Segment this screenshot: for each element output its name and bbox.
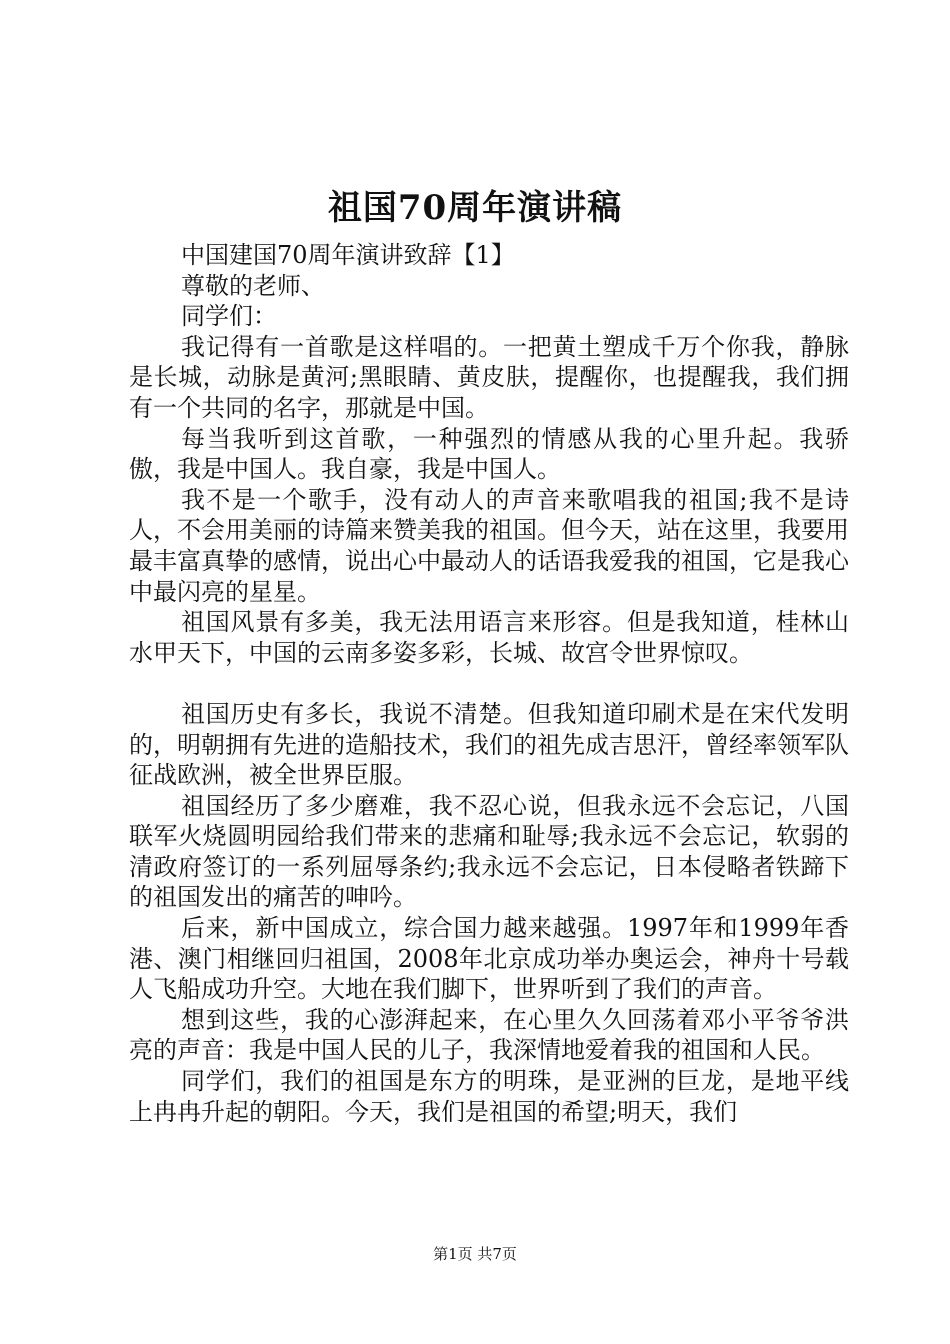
paragraph: 每当我听到这首歌，一种强烈的情感从我的心里升起。我骄傲，我是中国人。我自豪，我是中国人。 [129,424,849,484]
paragraph-salutation: 同学们： [181,302,277,331]
paragraph: 想到这些，我的心澎湃起来，在心里久久回荡着邓小平爷爷洪亮的声音：我是中国人民的儿子，我深情地爱着我的祖国和人民。 [129,1005,849,1065]
paragraph: 我不是一个歌手，没有动人的声音来歌唱我的祖国;我不是诗人，不会用美丽的诗篇来赞美我的祖国。但今天，站在这里，我要用最丰富真挚的感情，说出心中最动人的话语我爱我的祖国，它是我心中最闪亮的星星。 [129,485,849,606]
page-footer: 第1页 共7页 [433,1245,517,1263]
paragraph: 祖国经历了多少磨难，我不忍心说，但我永远不会忘记，八国联军火烧圆明园给我们带来的悲痛和耻辱;我永远不会忘记，软弱的清政府签订的一系列屈辱条约;我永远不会忘记，日本侵略者铁蹄下的祖国发出的痛苦的呻吟。 [129,791,849,912]
document-body [129,240,849,1127]
paragraph: 祖国历史有多长，我说不清楚。但我知道印刷术是在宋代发明的，明朝拥有先进的造船技术，我们的祖先成吉思汗，曾经率领军队征战欧洲，被全世界臣服。 [129,699,849,790]
paragraph: 后来，新中国成立，综合国力越来越强。1997年和1999年香港、澳门相继回归祖国，2008年北京成功举办奥运会，神舟十号载人飞船成功升空。大地在我们脚下，世界听到了我们的声音。 [129,914,849,1004]
paragraph-heading: 中国建国70周年演讲致辞【1】 [181,241,515,269]
blank-line [129,668,849,699]
paragraph: 我记得有一首歌是这样唱的。一把黄土塑成千万个你我，静脉是长城，动脉是黄河;黑眼睛、黄皮肤，提醒你，也提醒我，我们拥有一个共同的名字，那就是中国。 [129,332,849,422]
paragraph: 祖国风景有多美，我无法用语言来形容。但是我知道，桂林山水甲天下，中国的云南多姿多彩，长城、故宫令世界惊叹。 [129,608,849,667]
paragraph: 同学们，我们的祖国是东方的明珠，是亚洲的巨龙，是地平线上冉冉升起的朝阳。今天，我们是祖国的希望;明天，我们 [129,1067,849,1126]
document-title: 祖国70周年演讲稿 [327,188,623,228]
paragraph-salutation: 尊敬的老师、 [181,271,325,300]
